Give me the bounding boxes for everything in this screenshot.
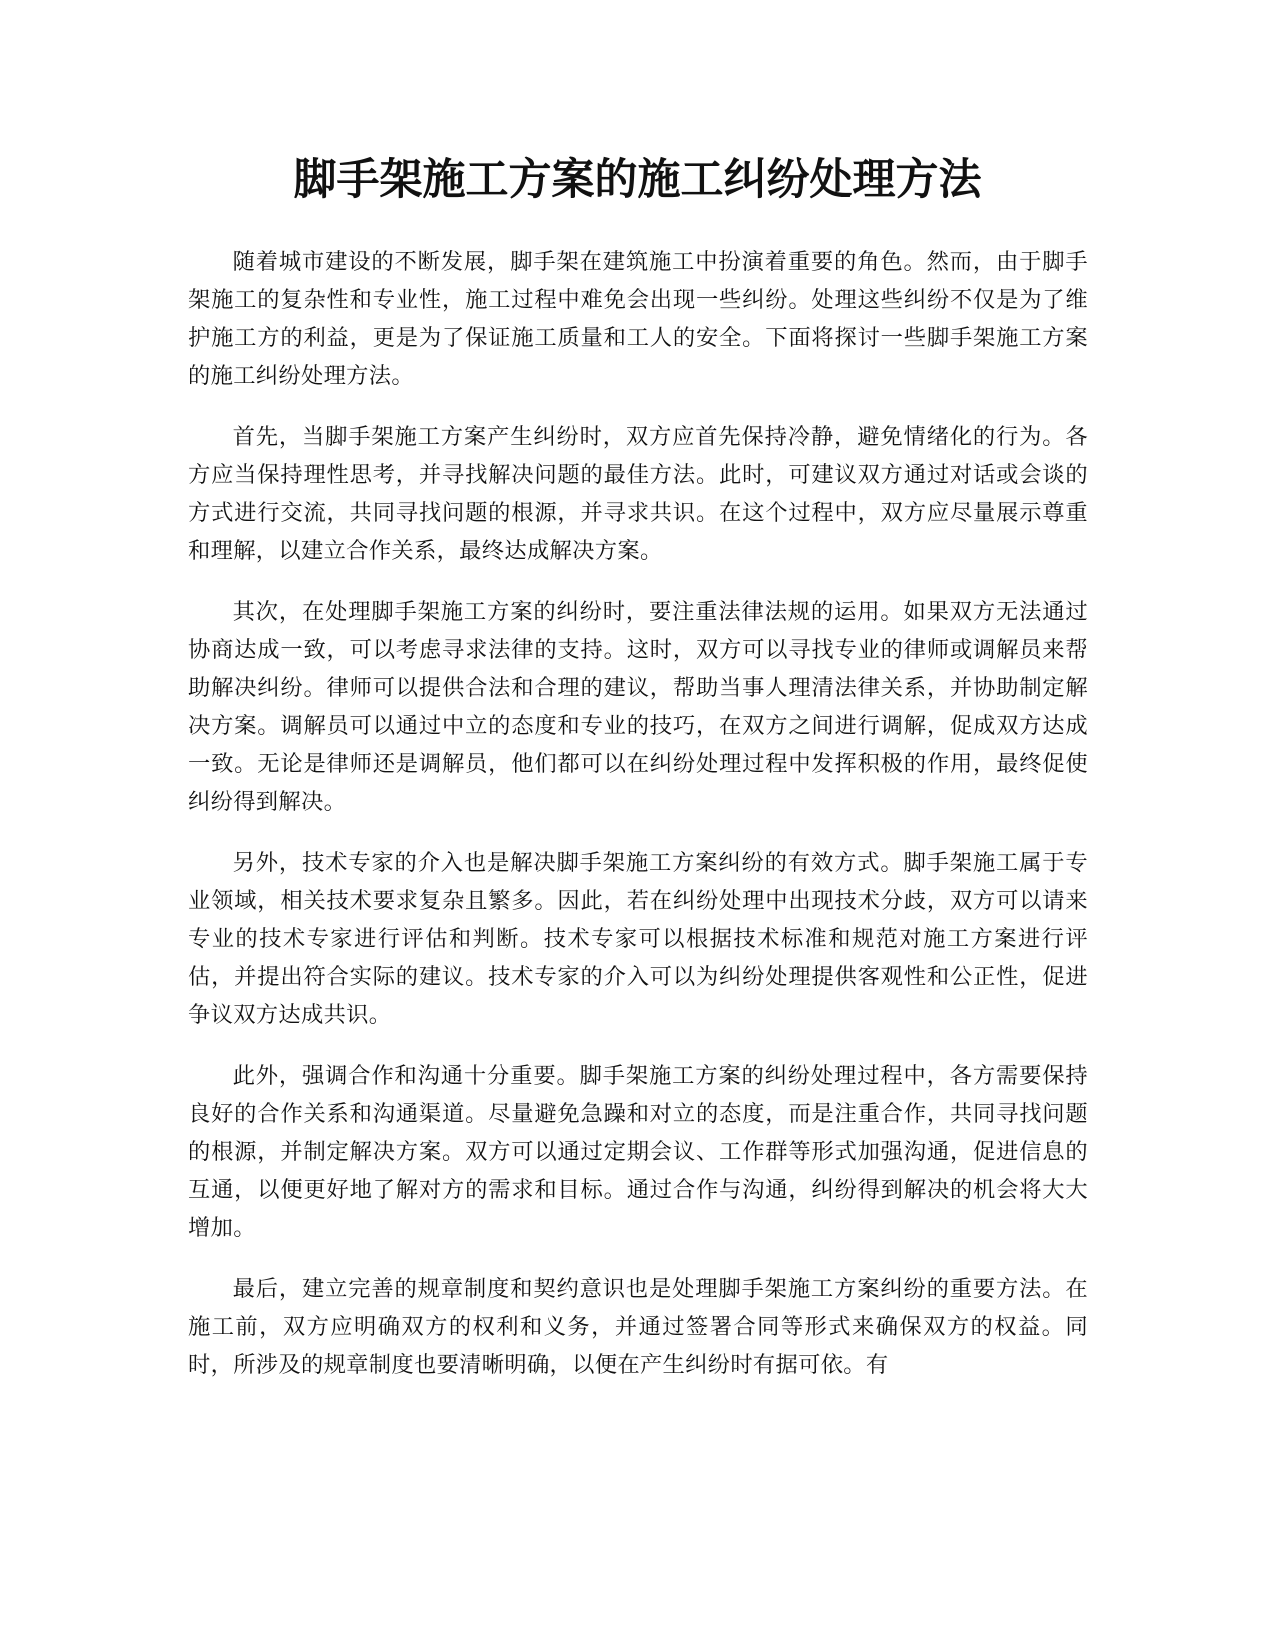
paragraph-finally: 最后，建立完善的规章制度和契约意识也是处理脚手架施工方案纠纷的重要方法。在施工前，双方应明确双方的权利和义务，并通过签署合同等形式来确保双方的权益。同时，所涉及的规章制度也要清晰明确，以便在产生纠纷时有据可依。有 [188,1276,1088,1378]
paragraph-furthermore: 此外，强调合作和沟通十分重要。脚手架施工方案的纠纷处理过程中，各方需要保持良好的合作关系和沟通渠道。尽量避免急躁和对立的态度，而是注重合作，共同寻找问题的根源，并制定解决方案。双方可以通过定期会议、工作群等形式加强沟通，促进信息的互通，以便更好地了解对方的需求和目标。通过合作与沟通，纠纷得到解决的机会将大大增加。 [188,1063,1088,1241]
paragraph-first: 首先，当脚手架施工方案产生纠纷时，双方应首先保持冷静，避免情绪化的行为。各方应当保持理性思考，并寻找解决问题的最佳方法。此时，可建议双方通过对话或会谈的方式进行交流，共同寻找问题的根源，并寻求共识。在这个过程中，双方应尽量展示尊重和理解，以建立合作关系，最终达成解决方案。 [188,424,1088,564]
document-title: 脚手架施工方案的施工纠纷处理方法 [293,155,982,205]
paragraph-additionally: 另外，技术专家的介入也是解决脚手架施工方案纠纷的有效方式。脚手架施工属于专业领域，相关技术要求复杂且繁多。因此，若在纠纷处理中出现技术分歧，双方可以请来专业的技术专家进行评估和判断。技术专家可以根据技术标准和规范对施工方案进行评估，并提出符合实际的建议。技术专家的介入可以为纠纷处理提供客观性和公正性，促进争议双方达成共识。 [188,850,1088,1028]
paragraph-second: 其次，在处理脚手架施工方案的纠纷时，要注重法律法规的运用。如果双方无法通过协商达成一致，可以考虑寻求法律的支持。这时，双方可以寻找专业的律师或调解员来帮助解决纠纷。律师可以提供合法和合理的建议，帮助当事人理清法律关系，并协助制定解决方案。调解员可以通过中立的态度和专业的技巧，在双方之间进行调解，促成双方达成一致。无论是律师还是调解员，他们都可以在纠纷处理过程中发挥积极的作用，最终促使纠纷得到解决。 [188,599,1088,815]
document-body [188,243,1088,1407]
paragraph-intro: 随着城市建设的不断发展，脚手架在建筑施工中扮演着重要的角色。然而，由于脚手架施工的复杂性和专业性，施工过程中难免会出现一些纠纷。处理这些纠纷不仅是为了维护施工方的利益，更是为了保证施工质量和工人的安全。下面将探讨一些脚手架施工方案的施工纠纷处理方法。 [188,249,1088,389]
